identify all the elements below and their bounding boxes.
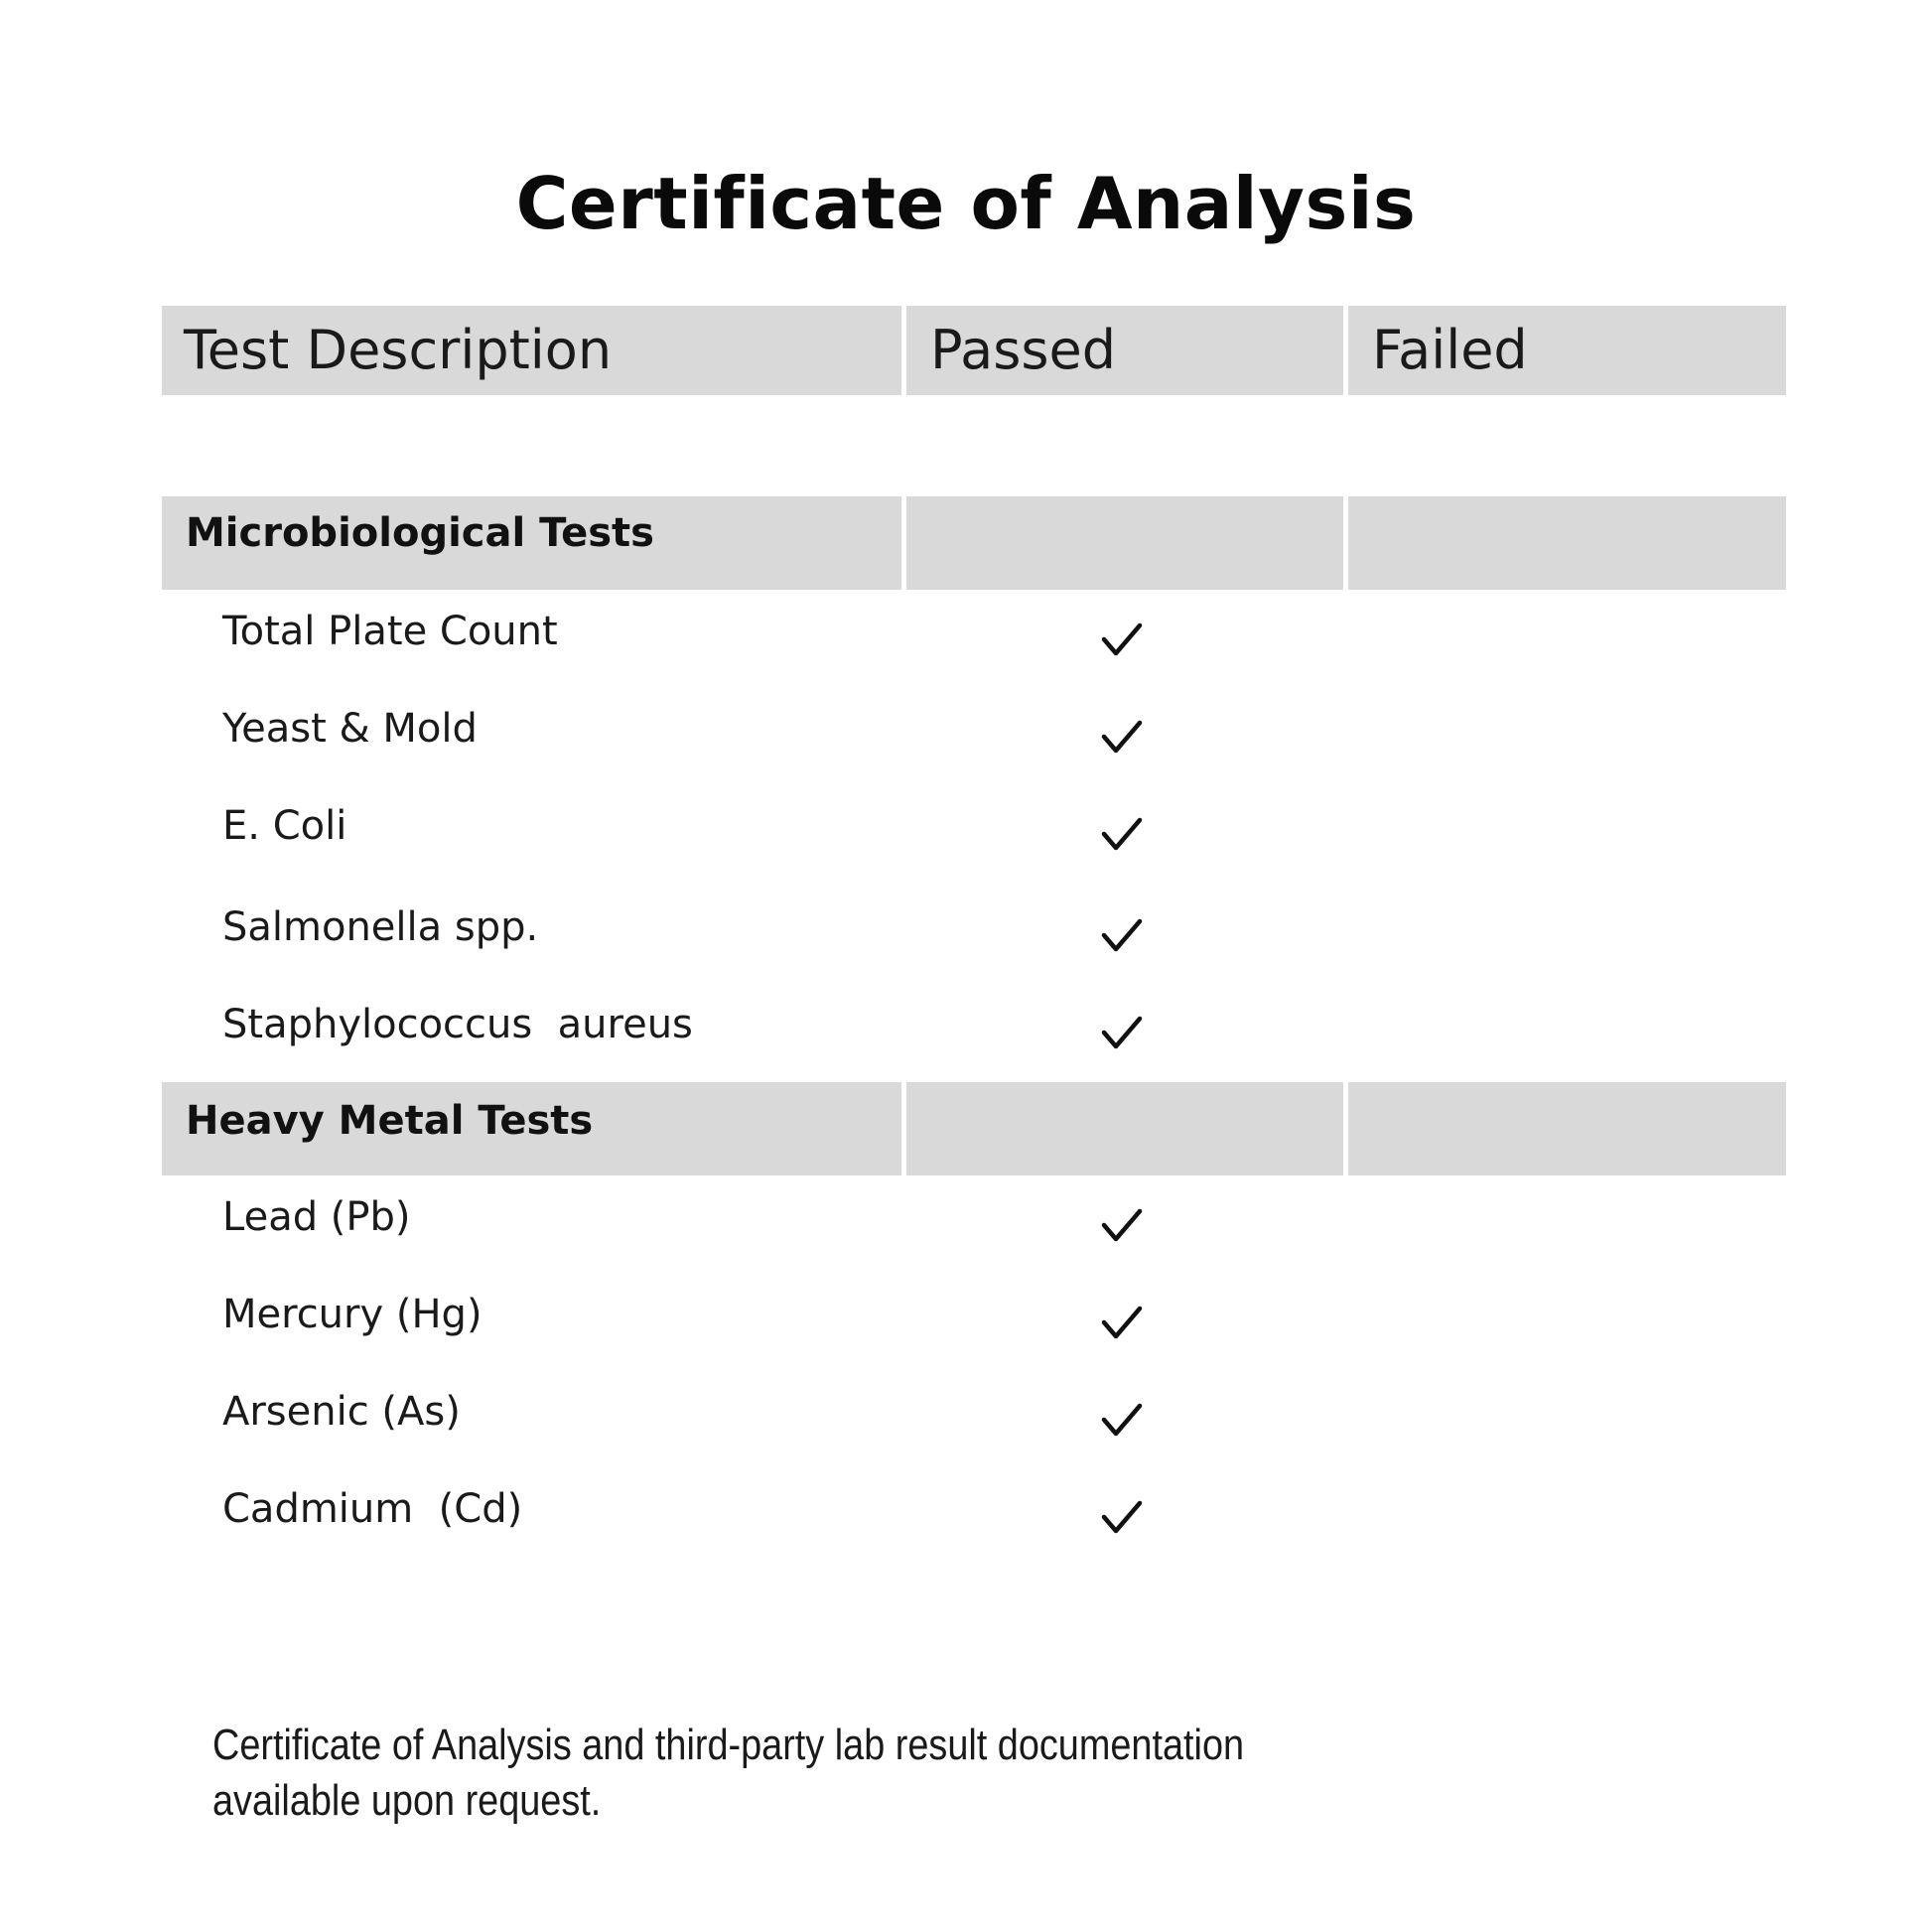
test-label-yeast-mold: Yeast & Mold (222, 706, 478, 752)
checkmark-icon (1100, 618, 1144, 661)
checkmark-icon (1100, 1011, 1144, 1054)
test-label-cadmium: Cadmium (Cd) (222, 1486, 523, 1532)
test-label-arsenic: Arsenic (As) (222, 1389, 461, 1435)
section-cell-microbiological-passed (906, 496, 1343, 590)
checkmark-icon (1100, 1301, 1144, 1344)
page-title: Certificate of Analysis (515, 162, 1417, 245)
test-label-mercury: Mercury (Hg) (222, 1292, 483, 1337)
column-header-passed: Passed (930, 319, 1116, 381)
column-header-failed: Failed (1372, 319, 1528, 381)
column-header-description: Test Description (184, 319, 613, 381)
test-label-total-plate-count: Total Plate Count (222, 609, 558, 654)
checkmark-icon (1100, 715, 1144, 759)
section-cell-microbiological-failed (1348, 496, 1786, 590)
section-cell-heavy-metal-failed (1348, 1082, 1786, 1175)
checkmark-icon (1100, 1203, 1144, 1247)
test-label-lead: Lead (Pb) (222, 1194, 411, 1240)
section-title-heavy-metal: Heavy Metal Tests (186, 1098, 594, 1144)
checkmark-icon (1100, 1495, 1144, 1539)
checkmark-icon (1100, 812, 1144, 856)
section-title-microbiological: Microbiological Tests (186, 510, 654, 556)
checkmark-icon (1100, 1398, 1144, 1442)
section-cell-heavy-metal-passed (906, 1082, 1343, 1175)
checkmark-icon (1100, 913, 1144, 957)
test-label-salmonella: Salmonella spp. (222, 904, 539, 950)
footer-note: Certificate of Analysis and third-party lab result documentation available upon request. (212, 1721, 1245, 1825)
test-label-e-coli: E. Coli (222, 803, 347, 849)
test-label-staphylococcus: Staphylococcus aureus (222, 1002, 693, 1047)
